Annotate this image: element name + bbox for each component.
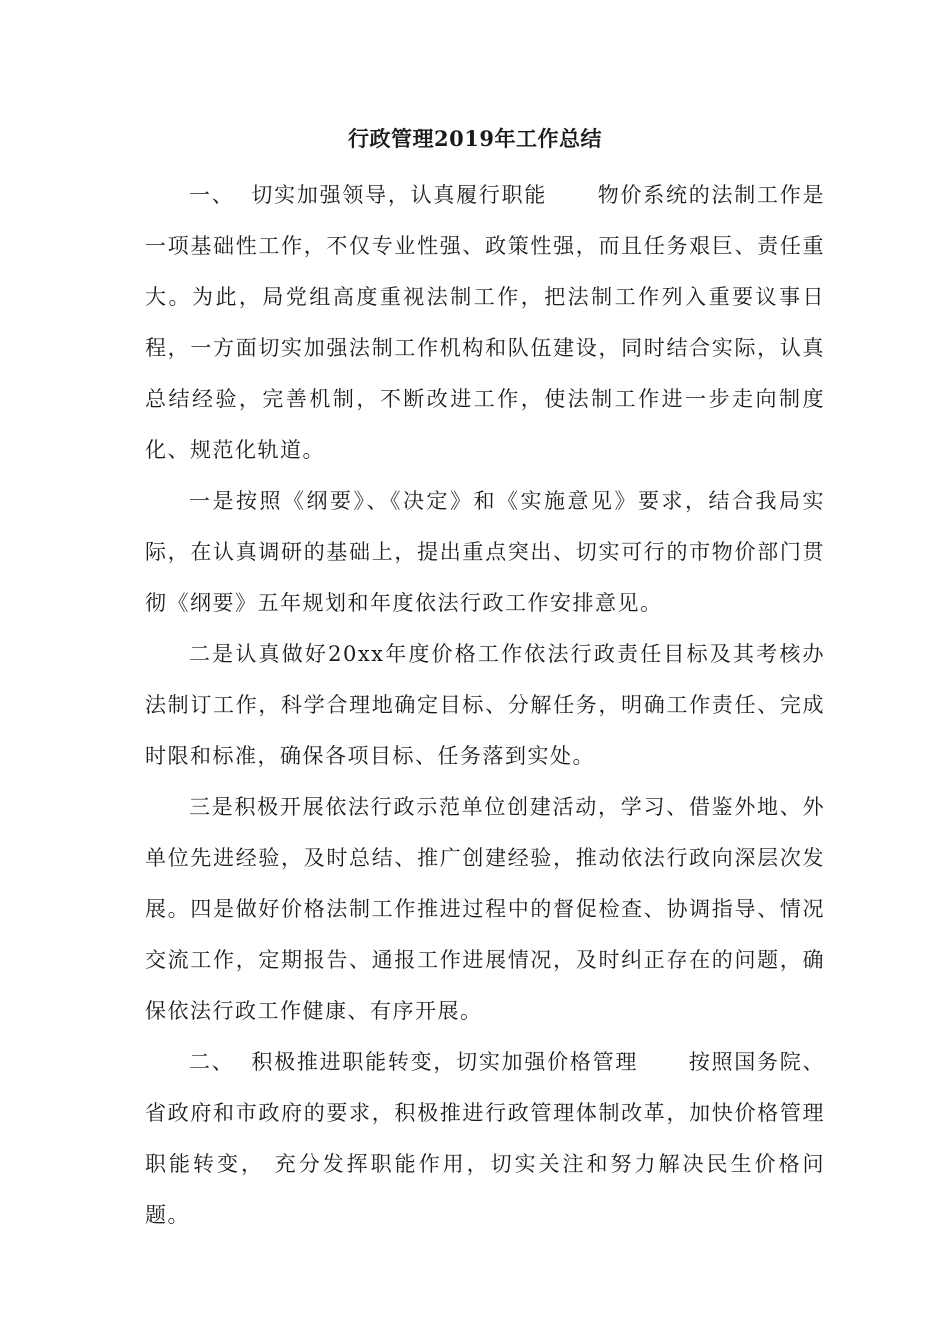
paragraph-item-one: 一是按照《纲要》、《决定》和《实施意见》要求，结合我局实际，在认真调研的基础上，提出重点突出、切实可行的市物价部门贯彻《纲要》五年规划和年度依法行政工作安排意见。	[145, 489, 825, 615]
paragraph-item-two: 二是认真做好20xx年度价格工作依法行政责任目标及其考核办法制订工作，科学合理地确定目标、分解任务，明确工作责任、完成时限和标准，确保各项目标、任务落到实处。	[145, 642, 825, 768]
paragraph-item-three-four: 三是积极开展依法行政示范单位创建活动，学习、借鉴外地、外单位先进经验，及时总结、推广创建经验，推动依法行政向深层次发展。四是做好价格法制工作推进过程中的督促检查、协调指导、情况交流工作，定期报告、通报工作进展情况，及时纠正存在的问题，确保依法行政工作健康、有序开展。	[145, 795, 825, 1023]
paragraph-section-two: 二、 积极推进职能转变，切实加强价格管理 按照国务院、省政府和市政府的要求，积极推进行政管理体制改革，加快价格管理职能转变， 充分发挥职能作用，切实关注和努力解决民生价格问题。	[145, 1050, 825, 1227]
document-body	[145, 170, 825, 1241]
document-title: 行政管理2019年工作总结	[348, 126, 602, 151]
paragraph-section-one: 一、 切实加强领导，认真履行职能 物价系统的法制工作是一项基础性工作，不仅专业性强、政策性强，而且任务艰巨、责任重大。为此，局党组高度重视法制工作，把法制工作列入重要议事日程，一方面切实加强法制工作机构和队伍建设，同时结合实际，认真总结经验，完善机制，不断改进工作，使法制工作进一步走向制度化、规范化轨道。	[145, 183, 825, 462]
